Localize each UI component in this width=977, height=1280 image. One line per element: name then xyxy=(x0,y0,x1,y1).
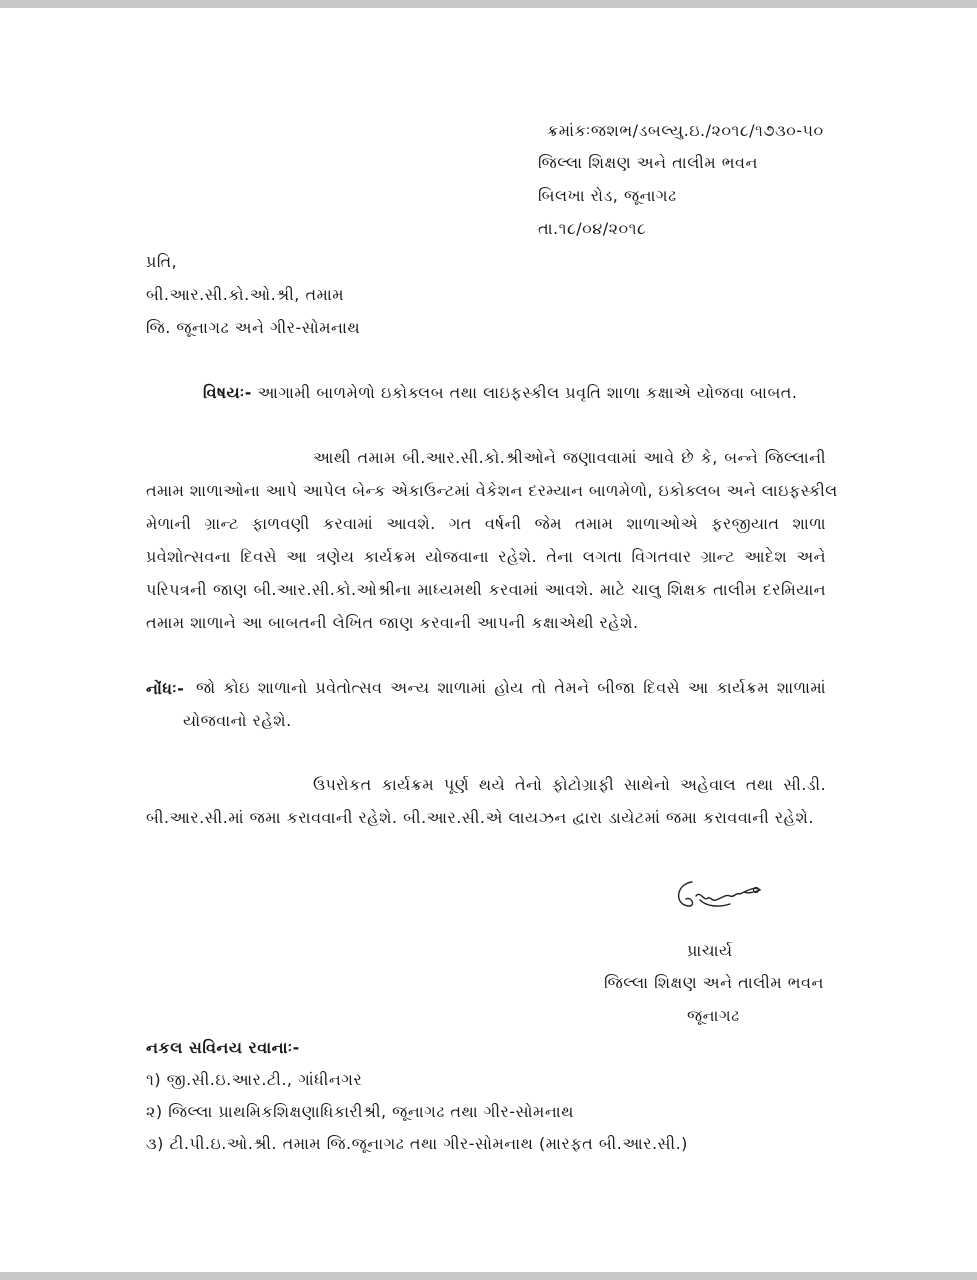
reference-number: ક્રમાંકઃજશભ/ડબલ્યુ.ઇ./૨૦૧૮/૧૭૩૦-૫૦ xyxy=(547,121,824,140)
signature-image xyxy=(670,872,770,920)
paragraph-line: પરિપત્રની જાણ બી.આર.સી.કો.ઓશ્રીના માધ્યમથી કરવામાં આવશે. માટે ચાલુ શિક્ષક તાલીમ દરમિયાન xyxy=(146,580,826,599)
note-line: જો કોઇ શાળાનો પ્રવેતોત્સવ અન્ય શાળામાં હોય તો તેમને બીજા દિવસે આ કાર્યક્રમ શાળામાં xyxy=(196,678,826,697)
paragraph-line: બી.આર.સી.માં જમા કરાવવાની રહેશે. બી.આર.સી.એ લાયઝન દ્વારા ડાયેટમાં જમા કરાવવાની રહેશે. xyxy=(146,808,814,827)
recipient-line-2: જિ. જૂનાગઢ અને ગીર-સોમનાથ xyxy=(146,318,361,337)
note-label: નોંધઃ- xyxy=(146,679,185,698)
copy-item: ૧) જી.સી.ઇ.આર.ટી., ગાંધીનગર xyxy=(146,1070,363,1089)
letter-date: તા.૧૮/૦૪/૨૦૧૮ xyxy=(538,219,647,238)
signatory-city: જૂનાગઢ xyxy=(687,1006,740,1025)
note-line: યોજવાનો રહેશે. xyxy=(183,711,292,730)
subject-text: આગામી બાળમેળો ઇકોક્લબ તથા લાઇફસ્કીલ પ્રવૃતિ શાળા કક્ષાએ યોજવા બાબત. xyxy=(257,383,798,402)
salutation: પ્રતિ, xyxy=(146,252,178,271)
recipient-line-1: બી.આર.સી.કો.ઓ.શ્રી, તમામ xyxy=(146,285,345,304)
copy-item: ૩) ટી.પી.ઇ.ઓ.શ્રી. તમામ જિ.જૂનાગઢ તથા ગીર-સોમનાથ (મારફત બી.આર.સી.) xyxy=(146,1134,688,1153)
paragraph-line: પ્રવેશોત્સવના દિવસે આ ત્રણેય કાર્યક્રમ યોજવાના રહેશે. તેના લગતા વિગતવાર ગ્રાન્ટ આદેશ અને xyxy=(146,547,826,566)
copy-item: ૨) જિલ્લા પ્રાથમિકશિક્ષણાધિકારીશ્રી, જૂનાગઢ તથા ગીર-સોમનાથ xyxy=(146,1102,574,1121)
office-address: બિલખા રોડ, જૂનાગઢ xyxy=(538,186,677,205)
subject-line xyxy=(203,382,798,404)
copies-heading: નકલ સવિનય રવાનાઃ- xyxy=(146,1038,300,1057)
paragraph-line: ઉપરોકત કાર્યક્રમ પૂર્ણ થયે તેનો ફોટોગ્રાફી સાથેનો અહેવાલ તથા સી.ડી. xyxy=(313,775,826,794)
paragraph-line: આથી તમામ બી.આર.સી.કો.શ્રીઓને જણાવવામાં આવે છે કે, બન્ને જિલ્લાની xyxy=(313,448,826,467)
subject-label: વિષયઃ- xyxy=(203,383,252,402)
signatory-office: જિલ્લા શિક્ષણ અને તાલીમ ભવન xyxy=(604,973,824,992)
top-border xyxy=(0,0,977,8)
signatory-title: પ્રાચાર્ય xyxy=(687,941,733,960)
paragraph-line: મેળાની ગ્રાન્ટ ફાળવણી કરવામાં આવશે. ગત વર્ષની જેમ તમામ શાળાઓએ ફરજીયાત શાળા xyxy=(146,514,826,533)
office-name: જિલ્લા શિક્ષણ અને તાલીમ ભવન xyxy=(538,153,758,172)
paragraph-line: તમામ શાળાને આ બાબતની લેખિત જાણ કરવાની આપની કક્ષાએથી રહેશે. xyxy=(146,613,639,632)
bottom-border xyxy=(0,1272,977,1280)
paragraph-line: તમામ શાળાઓના આપે આપેલ બેન્ક એકાઉન્ટમાં વેકેશન દરમ્યાન બાળમેળો, ઇકોક્લબ અને લાઇફસ્કીલ xyxy=(146,481,838,500)
